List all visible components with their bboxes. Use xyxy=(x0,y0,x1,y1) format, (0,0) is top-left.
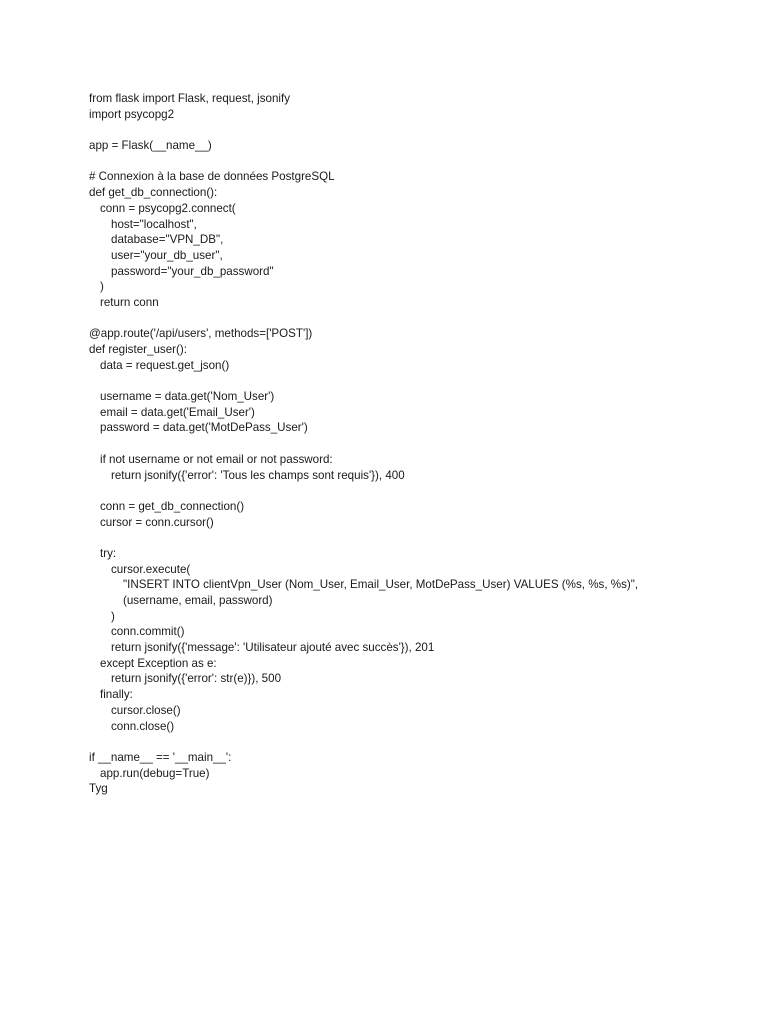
code-line-24: if not username or not email or not password: xyxy=(100,452,333,466)
code-line-36: return jsonify({'message': 'Utilisateur ajouté avec succès'}), 201 xyxy=(111,641,435,655)
code-line-28: cursor = conn.cursor() xyxy=(100,515,214,529)
code-line-40: cursor.close() xyxy=(111,703,181,717)
blank-line xyxy=(89,154,729,170)
code-line-9: host="localhost", xyxy=(111,217,197,231)
code-line-10: database="VPN_DB", xyxy=(111,233,224,247)
blank-line xyxy=(89,436,729,452)
code-line-18: data = request.get_json() xyxy=(100,358,230,372)
blank-line xyxy=(89,373,729,389)
code-line-37: except Exception as e: xyxy=(100,656,217,670)
code-line-30: try: xyxy=(100,546,117,560)
code-line-22: password = data.get('MotDePass_User') xyxy=(100,421,308,435)
code-line-7: def get_db_connection(): xyxy=(89,186,218,200)
code-line-14: return conn xyxy=(100,295,159,309)
code-line-11: user="your_db_user", xyxy=(111,248,223,262)
code-line-2: import psycopg2 xyxy=(89,107,175,121)
blank-line xyxy=(89,122,729,138)
code-line-17: def register_user(): xyxy=(89,343,187,356)
code-line-31: cursor.execute( xyxy=(111,562,191,576)
code-line-27: conn = get_db_connection() xyxy=(100,499,245,513)
code-line-20: username = data.get('Nom_User') xyxy=(100,390,275,404)
code-line-4: app = Flask(__name__) xyxy=(89,139,212,153)
blank-line xyxy=(89,483,729,499)
code-line-32: "INSERT INTO clientVpn_User (Nom_User, Email_User, MotDePass_User) VALUES (%s, %s, %s)", xyxy=(123,578,639,592)
code-line-45: Tyg xyxy=(89,782,108,796)
code-line-39: finally: xyxy=(100,688,133,702)
code-line-1: from flask import Flask, request, jsonify xyxy=(89,92,291,105)
blank-line xyxy=(89,311,729,327)
code-line-38: return jsonify({'error': str(e)}), 500 xyxy=(111,672,282,686)
code-line-12: password="your_db_password" xyxy=(111,264,274,278)
code-line-44: app.run(debug=True) xyxy=(100,766,210,780)
code-line-25: return jsonify({'error': 'Tous les champs sont requis'}), 400 xyxy=(111,468,405,482)
code-line-43: if __name__ == '__main__': xyxy=(89,750,232,764)
blank-line xyxy=(89,734,729,750)
blank-line xyxy=(89,530,729,546)
code-line-8: conn = psycopg2.connect( xyxy=(100,201,236,215)
code-line-41: conn.close() xyxy=(111,719,175,733)
code-line-13: ) xyxy=(100,280,104,294)
document-body xyxy=(89,91,729,797)
code-comment-line: # Connexion à la base de données PostgreSQL xyxy=(89,170,335,184)
code-line-16: @app.route('/api/users', methods=['POST']) xyxy=(89,327,313,341)
code-line-35: conn.commit() xyxy=(111,625,185,639)
code-line-34: ) xyxy=(111,609,115,623)
code-line-21: email = data.get('Email_User') xyxy=(100,405,255,419)
code-line-33: (username, email, password) xyxy=(123,594,273,607)
